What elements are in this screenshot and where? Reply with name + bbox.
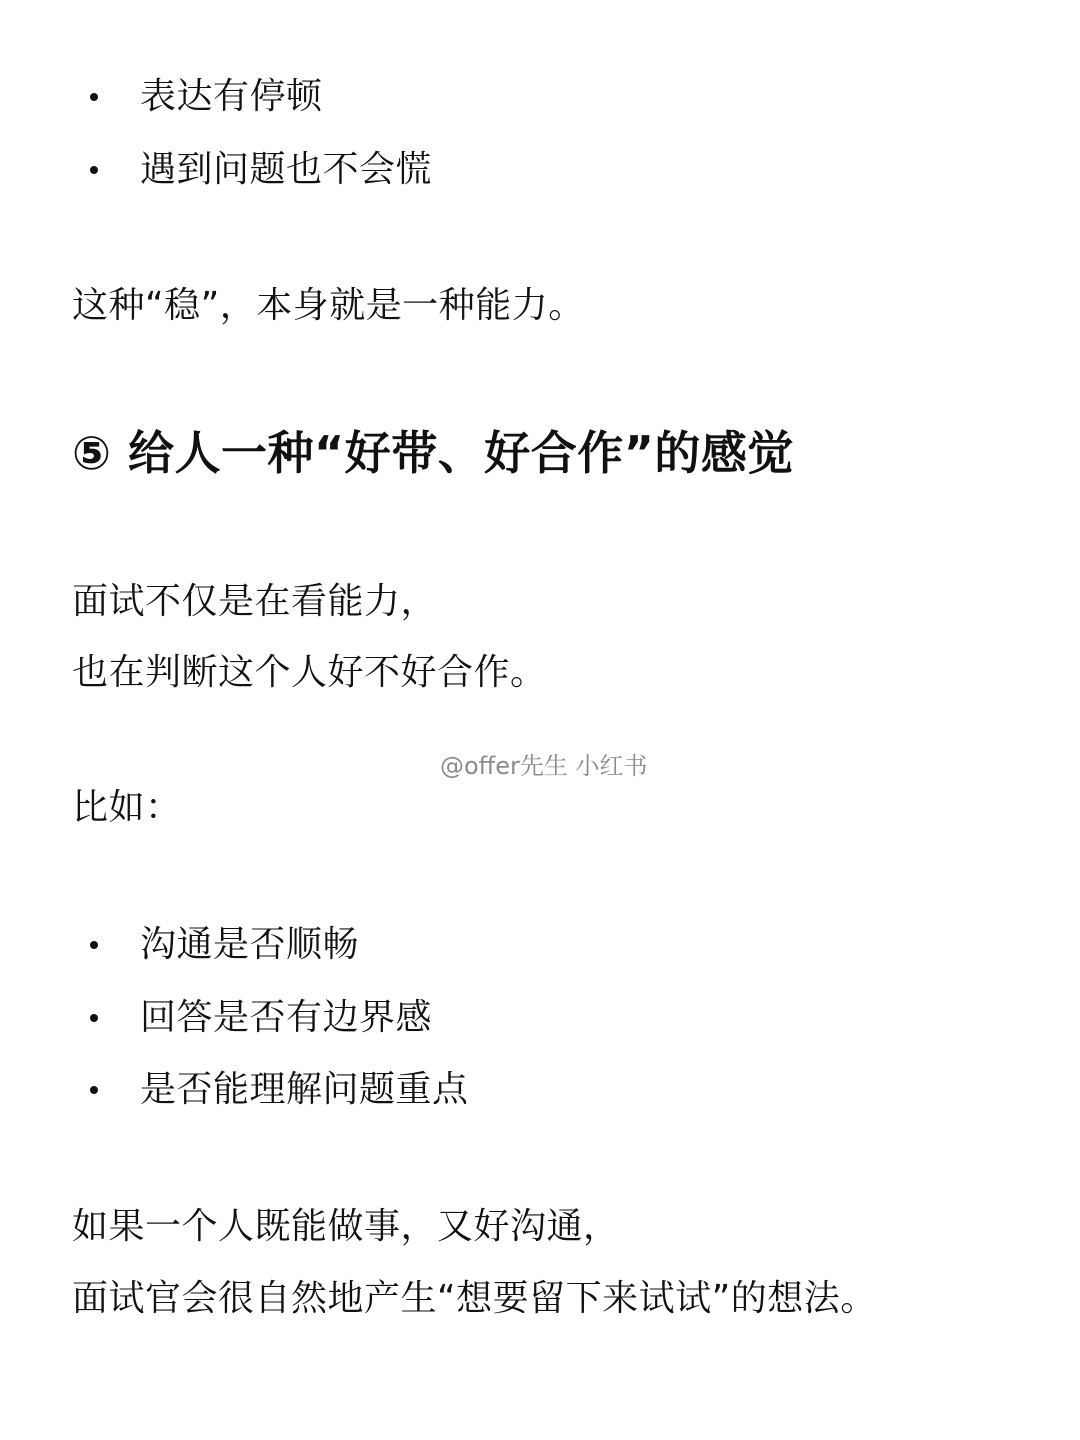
bullet-dot-icon: [90, 166, 98, 174]
watermark: @offer先生 小红书: [440, 752, 648, 780]
paragraph-conclusion-line-1: 如果一个人既能做事，又好沟通，: [72, 1206, 620, 1247]
list-item-text: 遇到问题也不会慌: [140, 149, 433, 191]
list-item-text: 表达有停顿: [140, 76, 323, 118]
list-item-text: 是否能理解问题重点: [140, 1069, 469, 1111]
list-item: [90, 1067, 469, 1113]
list-item: [90, 922, 359, 968]
list-item: [90, 147, 432, 193]
paragraph-interview-line-1: 面试不仅是在看能力，: [72, 581, 438, 622]
section-heading: ⑤ 给人一种“好带、好合作”的感觉: [72, 426, 794, 480]
list-item: [90, 995, 432, 1041]
paragraph-stable: 这种“稳”，本身就是一种能力。: [72, 285, 585, 326]
bullet-dot-icon: [90, 1014, 98, 1022]
paragraph-conclusion-line-2: 面试官会很自然地产生“想要留下来试试”的想法。: [72, 1278, 877, 1319]
list-item-text: 沟通是否顺畅: [140, 924, 360, 966]
list-item-text: 回答是否有边界感: [140, 997, 433, 1039]
bullet-dot-icon: [90, 1086, 98, 1094]
paragraph-interview-line-2: 也在判断这个人好不好合作。: [72, 652, 547, 693]
example-label: 比如：: [72, 787, 182, 828]
bullet-dot-icon: [90, 941, 98, 949]
bullet-dot-icon: [90, 93, 98, 101]
list-item: [90, 74, 323, 120]
